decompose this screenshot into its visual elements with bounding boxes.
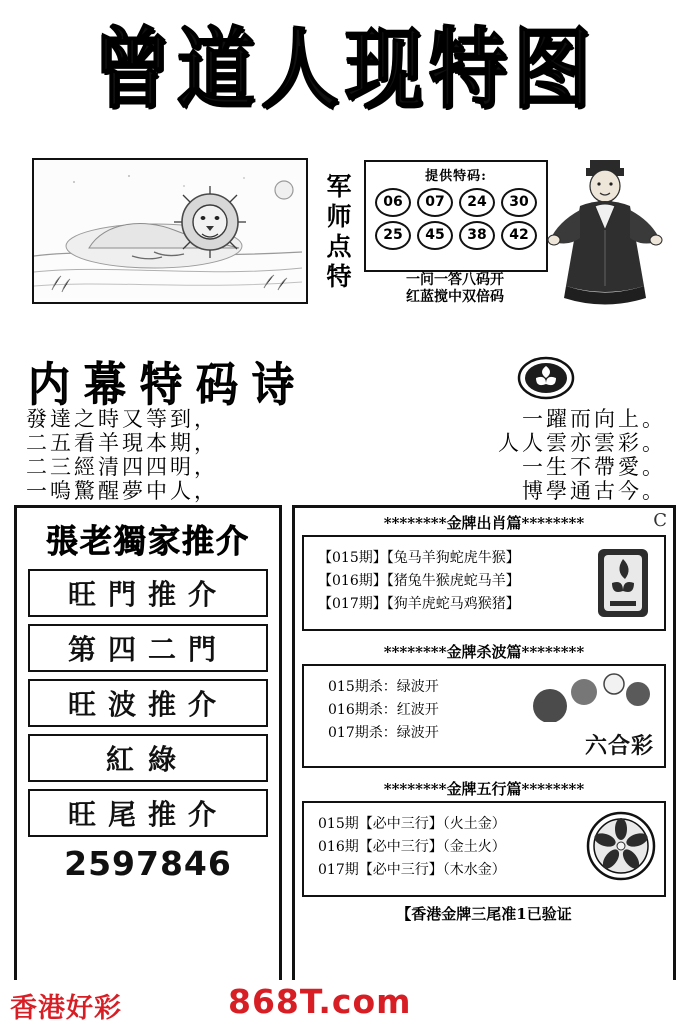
number-ball: 06 (375, 188, 411, 217)
section-row: 015期杀：绿波开 (328, 679, 439, 695)
page-title: 曾道人现特图 (92, 18, 597, 121)
section-heading-wuxing: ********金牌五行篇******** (383, 780, 585, 798)
footer-brand: 香港好彩 (10, 993, 122, 1024)
seal-stamp-icon (516, 356, 576, 400)
hero-slogan (362, 272, 548, 306)
section-heading-wave: ********金牌杀波篇******** (383, 643, 585, 661)
poem-line (26, 480, 666, 502)
section-box-wave (302, 664, 666, 768)
flower-emblem-svg (584, 809, 658, 883)
section-row: 015期【必中三行】（火土金） (318, 816, 506, 832)
left-panel-cell: 第四二門 (28, 624, 268, 672)
poem-title: 内幕特码诗 (28, 357, 309, 412)
section-row: 【016期】【猪兔牛猴虎蛇马羊】 (318, 573, 520, 589)
corner-mark: C (653, 510, 667, 531)
numbers-row-2 (366, 221, 546, 250)
left-panel-cell: 旺門推介 (28, 569, 268, 617)
left-panel-cell: 旺波推介 (28, 679, 268, 727)
amulet-icon-svg (588, 543, 658, 623)
section-row: 【015期】【兔马羊狗蛇虎牛猴】 (318, 550, 520, 566)
number-ball: 38 (459, 221, 495, 250)
hero-vertical-text: 军师点特 (326, 172, 352, 291)
bottom-columns (0, 505, 690, 983)
section-box-wuxing (302, 801, 666, 897)
left-panel-code: 2597846 (64, 844, 232, 883)
footer-site[interactable]: 868T.com (228, 982, 412, 1021)
left-panel-cell: 紅綠 (28, 734, 268, 782)
footer-bar (0, 980, 690, 1024)
right-sections-panel (292, 505, 676, 983)
left-recommendation-panel (14, 505, 282, 983)
number-ball: 30 (501, 188, 537, 217)
section-row: 016期杀：红波开 (328, 702, 439, 718)
amulet-icon (588, 543, 658, 627)
section-row: 017期【必中三行】（木水金） (318, 862, 506, 878)
number-ball: 24 (459, 188, 495, 217)
special-numbers-box (364, 160, 548, 272)
poem-line (26, 456, 666, 478)
poem-line (26, 432, 666, 454)
number-ball: 25 (375, 221, 411, 250)
section-row: 【017期】【狗羊虎蛇马鸡猴猪】 (318, 596, 520, 612)
scholar-figure-svg (540, 150, 670, 310)
poem-line-left: 一嗚驚醒夢中人， (26, 479, 218, 503)
poem-line-right: 人人雲亦雲彩。 (498, 431, 666, 455)
section-box-zodiac (302, 535, 666, 631)
hero-section (0, 150, 690, 315)
section-row: 017期杀：绿波开 (328, 725, 439, 741)
lion-illustration-svg (34, 160, 302, 298)
lion-illustration (32, 158, 308, 304)
balls-icon-svg (528, 672, 658, 722)
seal-stamp-svg (516, 356, 576, 400)
liuhecai-label: 六合彩 (584, 733, 654, 759)
numbers-title: 提供特码: (425, 169, 487, 184)
section-heading-zodiac: ********金牌出肖篇******** (383, 514, 585, 532)
right-panel-footer: 【香港金牌三尾准1已验证 (396, 905, 572, 923)
poem-lines (26, 408, 666, 504)
poem-line (26, 408, 666, 430)
left-panel-cell: 旺尾推介 (28, 789, 268, 837)
poem-line-left: 二五看羊現本期， (26, 431, 218, 455)
poem-line-right: 博學通古今。 (522, 479, 666, 503)
number-ball: 07 (417, 188, 453, 217)
poem-section (0, 352, 690, 503)
numbers-row-1 (366, 188, 546, 217)
balls-icon (528, 672, 658, 726)
poem-line-right: 一躍而向上。 (522, 407, 666, 431)
poem-line-left: 發達之時又等到， (26, 407, 218, 431)
number-ball: 42 (501, 221, 537, 250)
section-row: 016期【必中三行】（金土火） (318, 839, 506, 855)
poem-line-right: 一生不帶愛。 (522, 455, 666, 479)
scholar-figure (540, 150, 670, 310)
hero-slogan-line-2: 红蓝搅中双倍码 (406, 289, 504, 305)
left-panel-title: 張老獨家推介 (45, 522, 250, 560)
poem-line-left: 二三經清四四明， (26, 455, 218, 479)
flower-emblem-icon (584, 809, 658, 887)
hero-slogan-line-1: 一问一答八码开 (406, 272, 504, 288)
number-ball: 45 (417, 221, 453, 250)
